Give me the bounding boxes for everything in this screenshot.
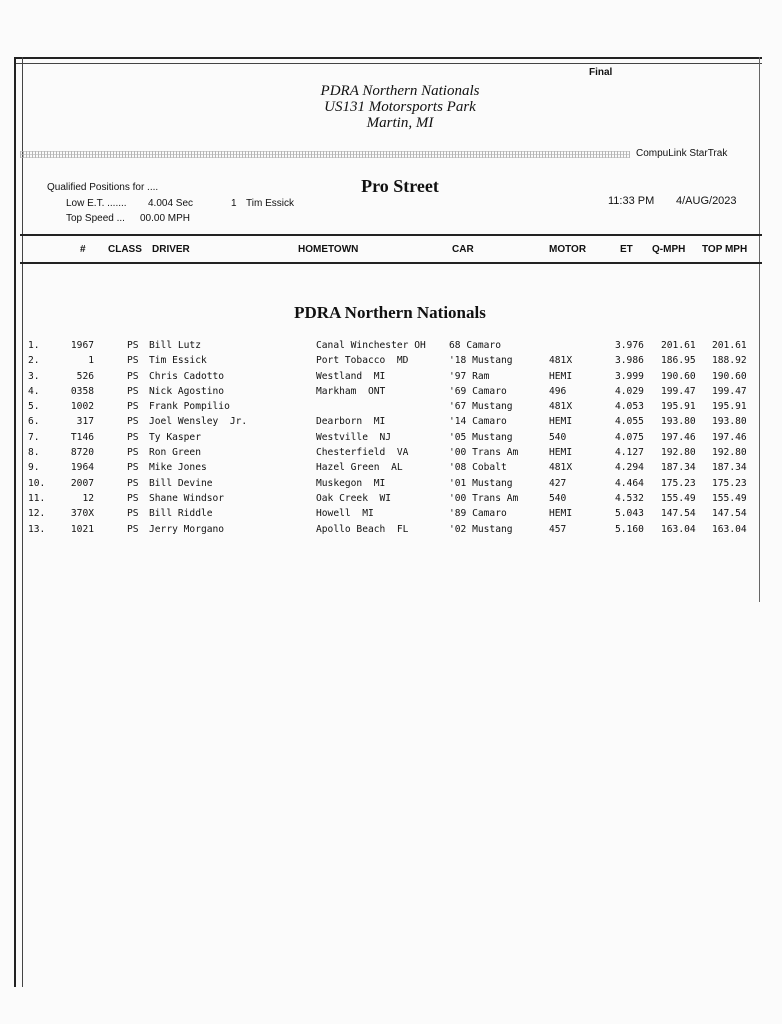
cell-car: '08 Cobalt	[449, 462, 507, 474]
cell-top-mph: 193.80	[712, 416, 747, 428]
cell-car-number: 1964	[70, 462, 94, 474]
cell-position: 5.	[28, 401, 40, 413]
cell-car-number: 1	[88, 355, 94, 367]
cell-driver: Shane Windsor	[149, 492, 225, 504]
table-row	[0, 445, 782, 460]
col-header-driver: DRIVER	[152, 244, 190, 255]
hatch-divider	[20, 151, 630, 158]
cell-motor: HEMI	[549, 370, 573, 382]
cell-top-mph: 192.80	[712, 447, 747, 459]
cell-class: PS	[127, 523, 139, 535]
cell-car-number: 317	[76, 416, 94, 428]
table-row	[0, 506, 782, 521]
low-et-position: 1	[231, 198, 237, 209]
cell-motor: 540	[549, 492, 567, 504]
cell-car-number: 1021	[70, 523, 94, 535]
cell-et: 5.043	[615, 508, 644, 520]
col-header-hometown: HOMETOWN	[298, 244, 359, 255]
top-speed-label: Top Speed ...	[66, 213, 125, 224]
cell-hometown: Muskegon MI	[316, 477, 386, 489]
cell-hometown: Port Tobacco MD	[316, 355, 409, 367]
track-location: Martin, MI	[366, 115, 434, 131]
cell-et: 4.029	[615, 385, 644, 397]
cell-car: '00 Trans Am	[449, 492, 519, 504]
cell-hometown: Apollo Beach FL	[316, 523, 409, 535]
event-heading: PDRA Northern Nationals	[294, 303, 486, 322]
cell-car-number: 370X	[70, 508, 94, 520]
cell-class: PS	[127, 385, 139, 397]
cell-qmph: 192.80	[661, 447, 696, 459]
cell-class: PS	[127, 355, 139, 367]
cell-top-mph: 175.23	[712, 477, 747, 489]
report-time: 11:33 PM	[608, 195, 655, 207]
cell-motor: HEMI	[549, 447, 573, 459]
cell-car-number: 526	[76, 370, 94, 382]
cell-motor: 540	[549, 431, 567, 443]
cell-driver: Chris Cadotto	[149, 370, 225, 382]
cell-top-mph: 201.61	[712, 340, 747, 351]
cell-hometown: Canal Winchester OH	[316, 340, 426, 351]
cell-car: '97 Ram	[449, 370, 490, 382]
cell-car-number: 8720	[70, 447, 94, 459]
col-header-class: CLASS	[108, 244, 142, 255]
table-row	[0, 460, 782, 475]
table-row	[0, 353, 782, 368]
cell-driver: Frank Pompilio	[149, 401, 230, 413]
col-header-topmph: TOP MPH	[702, 244, 748, 255]
cell-qmph: 193.80	[661, 416, 696, 428]
cell-position: 11.	[28, 492, 46, 504]
cell-class: PS	[127, 340, 139, 351]
results-table	[0, 338, 782, 537]
cell-motor: 496	[549, 385, 567, 397]
table-row	[0, 522, 782, 537]
cell-driver: Nick Agostino	[149, 385, 225, 397]
cell-hometown: Chesterfield VA	[316, 447, 409, 459]
cell-car-number: 0358	[70, 385, 94, 397]
cell-qmph: 190.60	[661, 370, 696, 382]
cell-class: PS	[127, 447, 139, 459]
table-row	[0, 384, 782, 399]
cell-class: PS	[127, 416, 139, 428]
cell-car-number: T146	[70, 431, 94, 443]
col-header-et: ET	[620, 244, 633, 255]
cell-position: 9.	[28, 462, 40, 474]
header-rule-top	[20, 234, 762, 236]
cell-hometown: Westville NJ	[316, 431, 392, 443]
cell-driver: Bill Lutz	[149, 340, 201, 351]
cell-car: '18 Mustang	[449, 355, 513, 367]
cell-driver: Tim Essick	[149, 355, 207, 367]
cell-motor: 481X	[549, 401, 573, 413]
cell-top-mph: 195.91	[712, 401, 747, 413]
cell-qmph: 201.61	[661, 340, 696, 351]
cell-qmph: 163.04	[661, 523, 696, 535]
cell-et: 4.055	[615, 416, 644, 428]
cell-hometown: Markham ONT	[316, 385, 386, 397]
cell-class: PS	[127, 462, 139, 474]
cell-motor: HEMI	[549, 416, 573, 428]
qualified-label: Qualified Positions for ....	[47, 182, 159, 193]
cell-position: 6.	[28, 416, 40, 428]
cell-et: 4.053	[615, 401, 644, 413]
cell-car: '14 Camaro	[449, 416, 507, 428]
cell-class: PS	[127, 401, 139, 413]
status-label: Final	[589, 67, 613, 78]
cell-motor: HEMI	[549, 508, 573, 520]
cell-et: 5.160	[615, 523, 644, 535]
col-header-qmph: Q-MPH	[652, 244, 686, 255]
low-et-value: 4.004 Sec	[148, 198, 194, 209]
cell-hometown: Westland MI	[316, 370, 386, 382]
cell-top-mph: 147.54	[712, 508, 747, 520]
cell-class: PS	[127, 492, 139, 504]
cell-position: 13.	[28, 523, 46, 535]
cell-car: '67 Mustang	[449, 401, 513, 413]
cell-driver: Joel Wensley Jr.	[149, 416, 248, 428]
cell-et: 4.464	[615, 477, 644, 489]
cell-motor: 481X	[549, 355, 573, 367]
cell-hometown: Howell MI	[316, 508, 374, 520]
cell-position: 7.	[28, 431, 40, 443]
cell-qmph: 155.49	[661, 492, 696, 504]
cell-et: 3.976	[615, 340, 644, 351]
cell-hometown: Oak Creek WI	[316, 492, 392, 504]
cell-qmph: 186.95	[661, 355, 696, 367]
cell-position: 10.	[28, 477, 46, 489]
header-rule-bottom	[20, 262, 762, 264]
cell-car: '05 Mustang	[449, 431, 513, 443]
cell-car-number: 2007	[70, 477, 94, 489]
cell-car: '01 Mustang	[449, 477, 513, 489]
cell-driver: Mike Jones	[149, 462, 207, 474]
cell-et: 3.986	[615, 355, 644, 367]
low-et-driver: Tim Essick	[246, 198, 294, 209]
col-header-num: #	[80, 244, 86, 255]
cell-driver: Ron Green	[149, 447, 201, 459]
col-header-car: CAR	[452, 244, 474, 255]
table-row	[0, 476, 782, 491]
timing-system-label: CompuLink StarTrak	[636, 148, 728, 159]
cell-class: PS	[127, 431, 139, 443]
cell-car: '02 Mustang	[449, 523, 513, 535]
cell-position: 12.	[28, 508, 46, 520]
cell-position: 1.	[28, 340, 40, 351]
cell-top-mph: 190.60	[712, 370, 747, 382]
col-header-motor: MOTOR	[549, 244, 587, 255]
track-name: US131 Motorsports Park	[324, 99, 476, 115]
cell-et: 4.075	[615, 431, 644, 443]
cell-top-mph: 163.04	[712, 523, 747, 535]
cell-driver: Ty Kasper	[149, 431, 201, 443]
cell-top-mph: 155.49	[712, 492, 747, 504]
cell-motor: 481X	[549, 462, 573, 474]
cell-et: 3.999	[615, 370, 644, 382]
cell-position: 2.	[28, 355, 40, 367]
cell-et: 4.127	[615, 447, 644, 459]
table-row	[0, 430, 782, 445]
cell-driver: Bill Devine	[149, 477, 213, 489]
cell-hometown: Hazel Green AL	[316, 462, 403, 474]
cell-car: '69 Camaro	[449, 385, 507, 397]
cell-et: 4.532	[615, 492, 644, 504]
cell-car-number: 1002	[70, 401, 94, 413]
cell-position: 8.	[28, 447, 40, 459]
table-row	[0, 338, 782, 353]
cell-car: '00 Trans Am	[449, 447, 519, 459]
cell-top-mph: 187.34	[712, 462, 747, 474]
cell-position: 3.	[28, 370, 40, 382]
table-row	[0, 414, 782, 429]
cell-class: PS	[127, 508, 139, 520]
cell-class: PS	[127, 370, 139, 382]
cell-driver: Jerry Morgano	[149, 523, 225, 535]
top-speed-value: 00.00 MPH	[140, 213, 191, 224]
low-et-label: Low E.T. .......	[66, 198, 127, 209]
frame-top-rule	[14, 57, 762, 64]
table-row	[0, 369, 782, 384]
cell-car-number: 1967	[70, 340, 94, 351]
cell-class: PS	[127, 477, 139, 489]
cell-top-mph: 188.92	[712, 355, 747, 367]
cell-et: 4.294	[615, 462, 644, 474]
cell-car-number: 12	[82, 492, 94, 504]
table-row	[0, 491, 782, 506]
cell-qmph: 175.23	[661, 477, 696, 489]
cell-top-mph: 197.46	[712, 431, 747, 443]
cell-top-mph: 199.47	[712, 385, 747, 397]
event-title: PDRA Northern Nationals	[320, 83, 480, 99]
cell-qmph: 187.34	[661, 462, 696, 474]
cell-position: 4.	[28, 385, 40, 397]
cell-qmph: 197.46	[661, 431, 696, 443]
cell-qmph: 199.47	[661, 385, 696, 397]
cell-driver: Bill Riddle	[149, 508, 213, 520]
cell-motor: 427	[549, 477, 567, 489]
cell-qmph: 195.91	[661, 401, 696, 413]
cell-qmph: 147.54	[661, 508, 696, 520]
cell-motor: 457	[549, 523, 567, 535]
class-title: Pro Street	[361, 176, 439, 196]
table-row	[0, 399, 782, 414]
report-date: 4/AUG/2023	[676, 195, 737, 207]
cell-car: 68 Camaro	[449, 340, 501, 351]
cell-car: '89 Camaro	[449, 508, 507, 520]
cell-hometown: Dearborn MI	[316, 416, 386, 428]
